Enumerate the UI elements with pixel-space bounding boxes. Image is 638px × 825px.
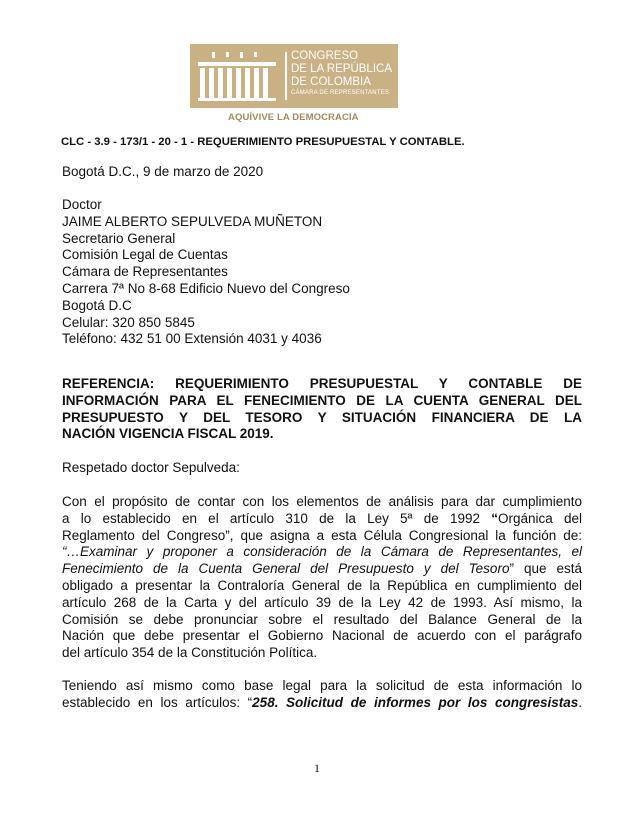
paragraph-line: Teniendo así mismo como base legal para la solicitud de esta información lo bbox=[62, 678, 582, 693]
logo-text bbox=[291, 50, 392, 98]
text-run: a lo establecido en el artículo 310 de la Ley 5ª de 1992 bbox=[62, 510, 492, 526]
letter-date: Bogotá D.C., 9 de marzo de 2020 bbox=[62, 164, 264, 179]
address-line: Secretario General bbox=[62, 230, 176, 246]
law-name: Reglamento del Congreso bbox=[62, 527, 226, 543]
paragraph-line: Nación que debe presentar el Gobierno Nacional de acuerdo con el parágrafo bbox=[62, 628, 582, 644]
salutation: Respetado doctor Sepulveda: bbox=[62, 460, 240, 475]
document-reference-code: CLC - 3.9 - 173/1 - 20 - 1 - REQUERIMIENTO PRESUPUESTAL Y CONTABLE. bbox=[61, 136, 465, 148]
body-paragraph-2 bbox=[62, 678, 582, 712]
subject-line: REFERENCIA: REQUERIMIENTO PRESUPUESTAL Y CONTABLE DE bbox=[62, 376, 582, 391]
congress-logo bbox=[190, 44, 398, 130]
logo-line-2: DE LA REPÚBLICA bbox=[291, 63, 392, 75]
paragraph-line bbox=[62, 528, 582, 545]
quote-mark: “ bbox=[491, 510, 498, 526]
text-run: establecido en los artículos: “ bbox=[62, 694, 253, 710]
quoted-line: “…Examinar y proponer a consideración de la Cámara de Representantes, el bbox=[62, 544, 582, 560]
paragraph-line bbox=[62, 695, 582, 712]
paragraph-line: Con el propósito de contar con los elementos de análisis para dar cumplimiento bbox=[62, 494, 582, 509]
address-line: Comisión Legal de Cuentas bbox=[62, 247, 228, 263]
subject-line: INFORMACIÓN PARA EL FENECIMIENTO DE LA CUENTA GENERAL DEL bbox=[62, 392, 582, 408]
logo-slogan: AQUÍVIVE LA DEMOCRACIA bbox=[228, 112, 359, 123]
paragraph-line: artículo 268 de la Carta y del artículo 39 de la Ley 42 de 1993. Así mismo, la bbox=[62, 594, 582, 610]
text-run: ”, que asigna a esta Célula Congresional la función de: bbox=[225, 527, 582, 543]
paragraph-line bbox=[62, 511, 582, 528]
address-line: Bogotá D.C bbox=[62, 297, 132, 313]
article-title: 258. Solicitud de informes por los congresistas bbox=[252, 694, 579, 710]
subject-line: NACIÓN VIGENCIA FISCAL 2019. bbox=[62, 426, 274, 442]
address-line: JAIME ALBERTO SEPULVEDA MUÑETON bbox=[62, 213, 323, 229]
subject-reference bbox=[62, 376, 582, 443]
address-line: Teléfono: 432 51 00 Extensión 4031 y 4036 bbox=[62, 331, 322, 347]
paragraph-line: Comisión se debe pronunciar sobre el resultado del Balance General de la bbox=[62, 611, 582, 627]
logo-line-4: CÁMARA DE REPRESENTANTES bbox=[291, 90, 390, 96]
paragraph-line bbox=[62, 561, 582, 578]
logo-line-1: CONGRESO bbox=[291, 50, 359, 62]
address-line: Cámara de Representantes bbox=[62, 264, 228, 280]
paragraph-line: del artículo 354 de la Constitución Política. bbox=[62, 645, 318, 661]
body-paragraph-1 bbox=[62, 494, 582, 662]
quoted-text: Fenecimiento de la Cuenta General del Presupuesto y del Tesoro bbox=[62, 561, 510, 577]
subject-line: PRESUPUESTO Y DEL TESORO Y SITUACIÓN FINANCIERA DE LA bbox=[62, 409, 582, 425]
address-line: Doctor bbox=[62, 197, 102, 212]
address-line: Carrera 7ª No 8-68 Edificio Nuevo del Congreso bbox=[62, 280, 350, 296]
recipient-address bbox=[62, 197, 582, 348]
logo-divider bbox=[285, 52, 287, 100]
page-number: 1 bbox=[314, 761, 320, 775]
logo-box bbox=[190, 44, 398, 108]
capitol-building-icon bbox=[196, 50, 278, 102]
text-run: Orgánica del bbox=[498, 510, 583, 526]
text-run: ” que está bbox=[509, 561, 582, 577]
address-line: Celular: 320 850 5845 bbox=[62, 314, 195, 330]
paragraph-line: obligado a presentar la Contraloría General de la República en cumplimiento del bbox=[62, 577, 582, 593]
text-run: . bbox=[578, 694, 582, 710]
logo-line-3: DE COLOMBIA bbox=[291, 76, 371, 88]
